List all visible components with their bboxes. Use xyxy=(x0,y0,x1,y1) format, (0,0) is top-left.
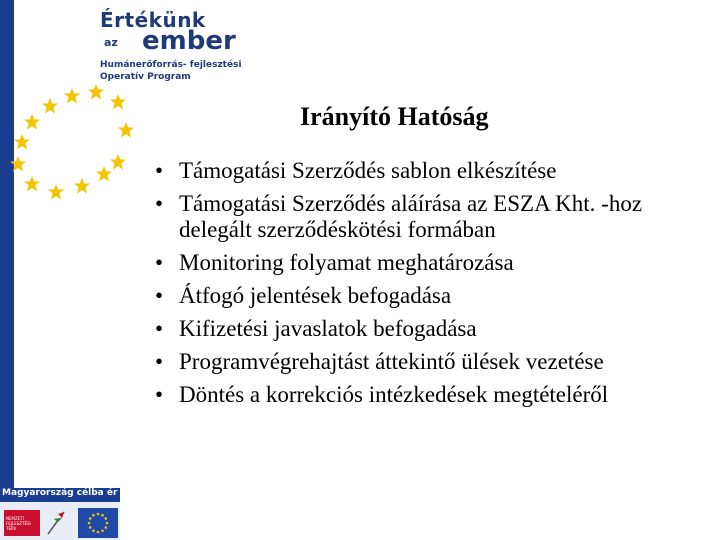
footer-banner-text: Magyarország célba ér xyxy=(2,488,118,498)
bullet-list xyxy=(155,158,700,415)
list-item xyxy=(155,250,700,276)
list-item xyxy=(155,382,700,408)
bullet-text: Átfogó jelentések befogadása xyxy=(179,283,452,308)
logo-line-1: Értékünk xyxy=(100,8,206,32)
bullet-text: Támogatási Szerződés aláírása az ESZA Kht. -hoz delegált szerződéskötési formában xyxy=(179,191,643,242)
program-logo xyxy=(100,8,260,88)
nfu-logo-icon xyxy=(4,510,40,536)
logo-line-3: ember xyxy=(142,26,236,56)
bullet-marker: • xyxy=(155,382,164,407)
bullet-marker: • xyxy=(155,283,164,308)
bullet-text: Programvégrehajtást áttekintő ülések vezetése xyxy=(179,349,604,374)
nfu-logo-text: NEMZETI FEJLESZTÉSI TERV xyxy=(6,516,31,531)
bullet-marker: • xyxy=(155,191,164,216)
hungarian-flag-mark-icon xyxy=(44,510,68,536)
list-item xyxy=(155,349,700,375)
logo-line-2: az xyxy=(104,36,118,49)
bullet-marker: • xyxy=(155,349,164,374)
logo-line-4: Humánerőforrás- fejlesztési xyxy=(100,60,242,70)
bullet-marker: • xyxy=(155,158,164,183)
bullet-text: Döntés a korrekciós intézkedések megtételéről xyxy=(179,382,609,407)
list-item xyxy=(155,283,700,309)
list-item xyxy=(155,316,700,342)
bullet-marker: • xyxy=(155,316,164,341)
eu-flag-icon xyxy=(78,508,118,538)
bullet-marker: • xyxy=(155,250,164,275)
slide-title: Irányító Hatóság xyxy=(300,102,489,131)
list-item xyxy=(155,158,700,184)
star-arc-icon xyxy=(0,78,140,208)
bullet-text: Monitoring folyamat meghatározása xyxy=(179,250,514,275)
footer-banner xyxy=(0,488,120,502)
logo-line-5: Operatív Program xyxy=(100,72,191,82)
bullet-text: Támogatási Szerződés sablon elkészítése xyxy=(179,158,557,183)
bullet-text: Kifizetési javaslatok befogadása xyxy=(179,316,477,341)
list-item xyxy=(155,191,700,243)
